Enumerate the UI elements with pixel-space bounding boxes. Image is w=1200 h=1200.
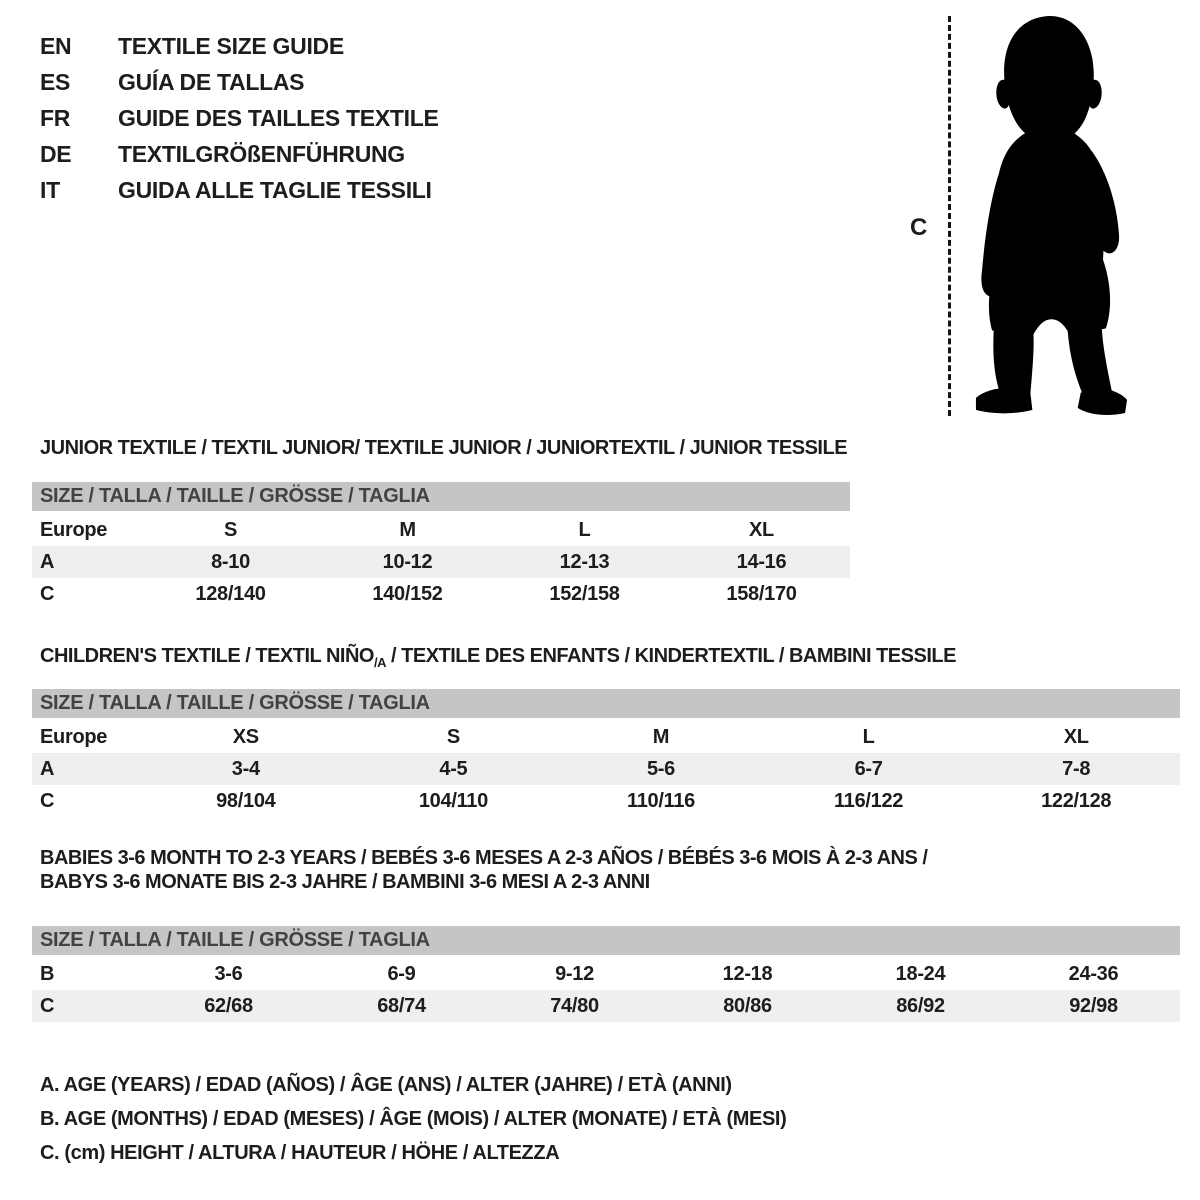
lang-row-es [40, 64, 439, 100]
legend [40, 1068, 786, 1170]
row-label: A [40, 758, 55, 780]
table-cell: 158/170 [726, 583, 797, 605]
heading-subscript: /A [373, 655, 386, 670]
table-row [32, 990, 1180, 1022]
table-cell: 6-7 [854, 758, 883, 780]
table-row [32, 721, 1180, 753]
lang-title: GUÍA DE TALLAS [118, 69, 305, 95]
heading-text: BABYS 3-6 MONATE BIS 2-3 JAHRE / BAMBINI 3-6 MESI A 2-3 ANNI [40, 871, 650, 893]
table-cell: 14-16 [736, 551, 787, 573]
table-row [32, 958, 1180, 990]
section-heading-line [40, 436, 847, 460]
babies-size-table [32, 926, 1180, 1022]
table-cell: 7-8 [1062, 758, 1091, 780]
row-label: B [40, 963, 55, 985]
table-cell: L [578, 519, 591, 541]
lang-code: FR [40, 105, 71, 131]
table-cell: M [399, 519, 416, 541]
row-label: C [40, 583, 55, 605]
table-cell: 12-18 [722, 963, 773, 985]
lang-code: DE [40, 141, 72, 167]
table-cell: 80/86 [723, 995, 772, 1017]
babies-section-heading [40, 846, 927, 894]
table-cell: 3-4 [231, 758, 260, 780]
table-row [32, 753, 1180, 785]
table-cell: XL [1063, 726, 1089, 748]
table-cell: 92/98 [1069, 995, 1118, 1017]
table-cell: S [446, 726, 460, 748]
lang-title: TEXTILGRÖßENFÜHRUNG [118, 141, 405, 167]
table-cell: 9-12 [555, 963, 594, 985]
section-heading-line [40, 846, 927, 870]
section-heading-line [40, 870, 927, 894]
junior-section-heading [40, 436, 847, 460]
table-row [32, 578, 850, 610]
heading-text: CHILDREN'S TEXTILE / TEXTIL NIÑO [40, 645, 374, 667]
table-cell: 152/158 [549, 583, 620, 605]
heading-text: BABIES 3-6 MONTH TO 2-3 YEARS / BEBÉS 3-6 MESES A 2-3 AÑOS / BÉBÉS 3-6 MOIS À 2-3 ANS / [40, 847, 928, 869]
lang-row-en [40, 28, 439, 64]
table-cell: 110/116 [626, 790, 695, 812]
size-table-header: SIZE / TALLA / TAILLE / GRÖSSE / TAGLIA [32, 926, 1180, 955]
table-cell: 10-12 [382, 551, 433, 573]
heading-text: / TEXTILE DES ENFANTS / KINDERTEXTIL / BAMBINI TESSILE [385, 645, 956, 667]
lang-code: EN [40, 33, 72, 59]
table-cell: S [223, 519, 238, 541]
size-table-header: SIZE / TALLA / TAILLE / GRÖSSE / TAGLIA [32, 689, 1180, 718]
height-dashed-line [948, 16, 951, 416]
lang-title: TEXTILE SIZE GUIDE [118, 33, 344, 59]
row-label: Europe [40, 726, 108, 748]
table-row [32, 514, 850, 546]
lang-row-it [40, 172, 439, 208]
table-cell: 86/92 [896, 995, 945, 1017]
toddler-silhouette-icon [962, 12, 1140, 420]
table-cell: 98/104 [216, 790, 276, 812]
table-cell: 74/80 [550, 995, 599, 1017]
table-cell: 62/68 [204, 995, 253, 1017]
size-table-header: SIZE / TALLA / TAILLE / GRÖSSE / TAGLIA [32, 482, 850, 511]
table-cell: 24-36 [1068, 963, 1119, 985]
table-cell: M [652, 726, 670, 748]
children-size-table [32, 689, 1180, 817]
lang-title: GUIDE DES TAILLES TEXTILE [118, 105, 439, 131]
lang-row-fr [40, 100, 439, 136]
table-cell: 68/74 [377, 995, 426, 1017]
row-label: C [40, 790, 55, 812]
table-cell: 6-9 [387, 963, 416, 985]
table-cell: 128/140 [195, 583, 266, 605]
height-measure-label: C [910, 214, 928, 241]
table-row [32, 546, 850, 578]
table-cell: 104/110 [418, 790, 488, 812]
table-cell: 3-6 [214, 963, 243, 985]
children-section-heading [40, 644, 956, 675]
junior-size-table [32, 482, 850, 610]
table-cell: XL [749, 519, 774, 541]
lang-row-de [40, 136, 439, 172]
row-label: Europe [40, 519, 108, 541]
legend-line-b: B. AGE (MONTHS) / EDAD (MESES) / ÂGE (MOIS) / ALTER (MONATE) / ETÀ (MESI) [40, 1108, 787, 1130]
table-row [32, 785, 1180, 817]
table-cell: 18-24 [895, 963, 946, 985]
legend-line-c: C. (cm) HEIGHT / ALTURA / HAUTEUR / HÖHE / ALTEZZA [40, 1142, 560, 1164]
lang-code: IT [40, 177, 60, 203]
table-cell: 8-10 [211, 551, 250, 573]
table-cell: 12-13 [559, 551, 610, 573]
heading-text: JUNIOR TEXTILE / TEXTIL JUNIOR/ TEXTILE JUNIOR / JUNIORTEXTIL / JUNIOR TESSILE [40, 437, 848, 459]
table-cell: L [862, 726, 875, 748]
row-label: C [40, 995, 55, 1017]
lang-title: GUIDA ALLE TAGLIE TESSILI [118, 177, 432, 203]
lang-code: ES [40, 69, 71, 95]
table-cell: 140/152 [372, 583, 443, 605]
table-cell: 5-6 [646, 758, 675, 780]
section-heading-line [40, 644, 956, 675]
row-label: A [40, 551, 55, 573]
table-cell: 122/128 [1041, 790, 1112, 812]
legend-line-a: A. AGE (YEARS) / EDAD (AÑOS) / ÂGE (ANS) / ALTER (JAHRE) / ETÀ (ANNI) [40, 1074, 732, 1096]
table-cell: 116/122 [834, 790, 904, 812]
table-cell: 4-5 [439, 758, 468, 780]
table-cell: XS [232, 726, 259, 748]
language-list [40, 28, 439, 208]
